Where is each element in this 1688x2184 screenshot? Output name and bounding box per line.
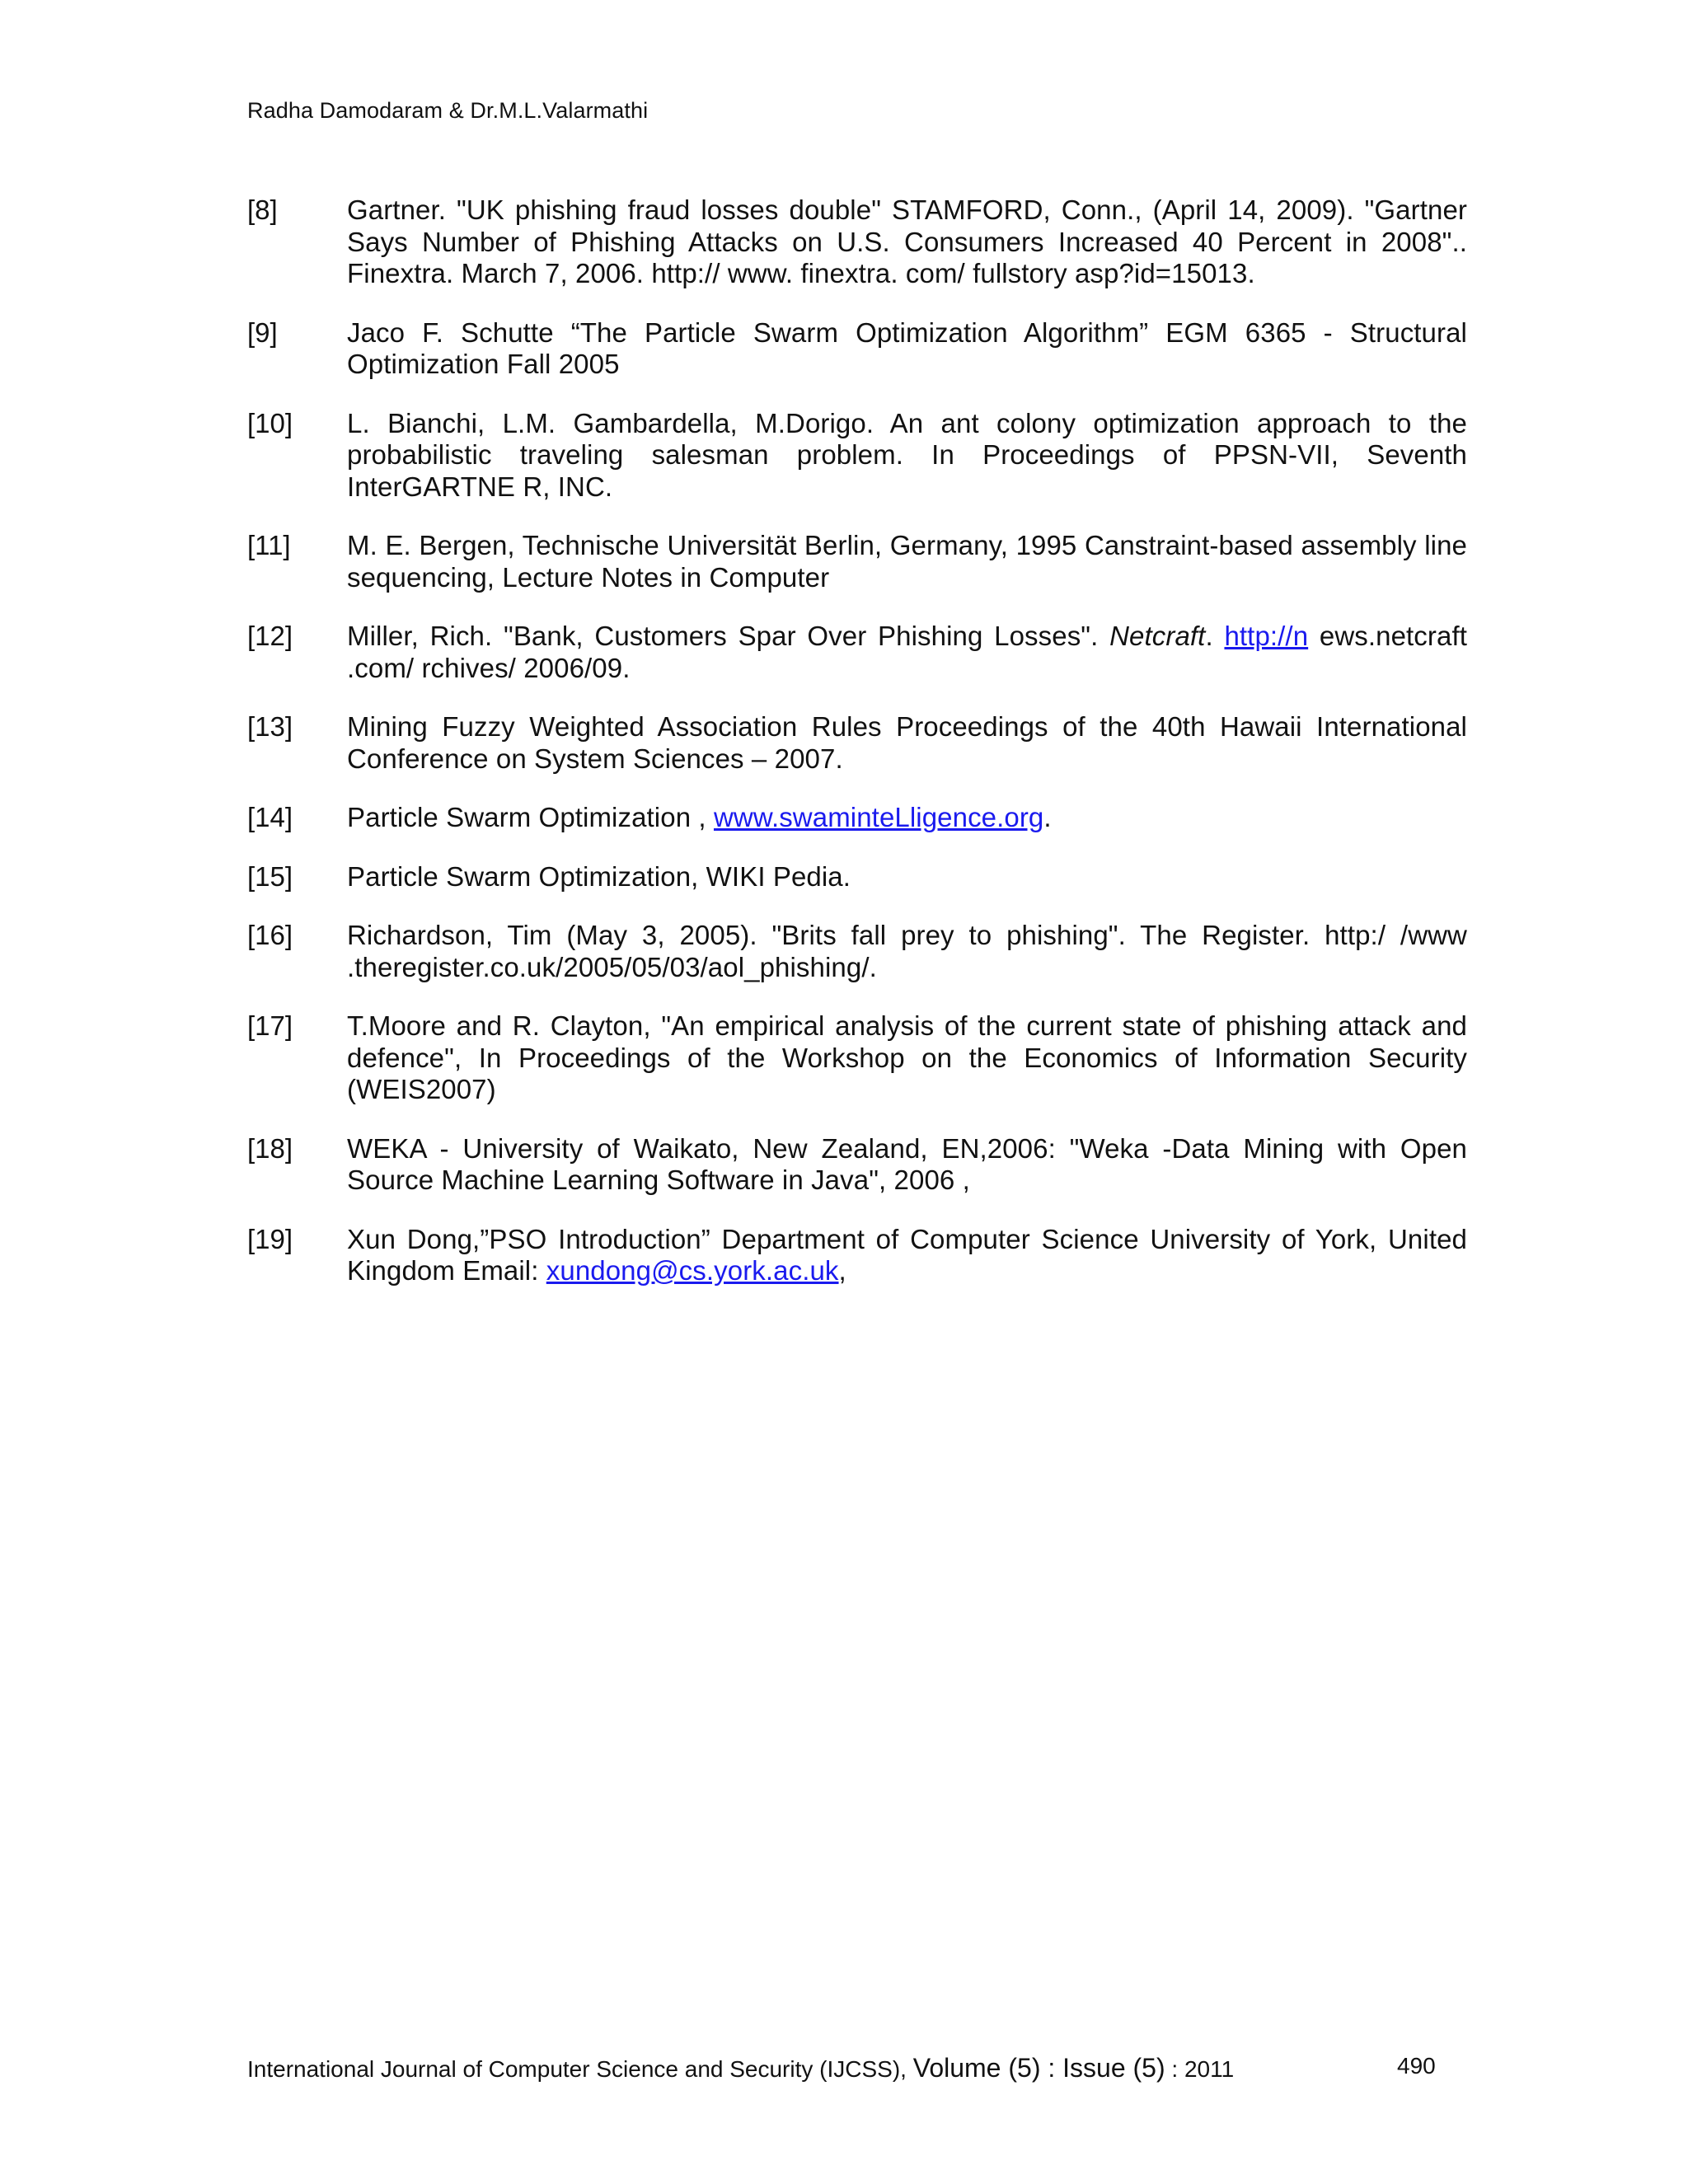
reference-number: [13]: [247, 711, 293, 742]
reference-text-segment: Jaco F. Schutte “The Particle Swarm Optimization Algorithm” EGM 6365 - Structural Optimization Fall 2005: [347, 316, 1467, 379]
reference-text: [347, 317, 1467, 381]
reference-text: [347, 194, 1467, 290]
reference-item: [247, 920, 1467, 983]
reference-text-segment: .: [1205, 621, 1225, 651]
reference-number: [11]: [247, 530, 291, 560]
reference-text-segment: M. E. Bergen, Technische Universität Berlin, Germany, 1995 Canstraint-based assembly line sequencing, Lecture Notes in Computer: [347, 530, 1467, 593]
reference-text-segment: Particle Swarm Optimization ,: [347, 802, 714, 832]
reference-text-segment: Miller, Rich. "Bank, Customers Spar Over Phishing Losses".: [347, 621, 1110, 651]
reference-item: [247, 530, 1467, 593]
reference-text-segment: WEKA - University of Waikato, New Zealand, EN,2006: "Weka -Data Mining with Open Source Machine Learning Software in Java", 2006 ,: [347, 1132, 1467, 1195]
reference-number: [8]: [247, 194, 278, 225]
reference-number: [9]: [247, 316, 278, 348]
reference-text: [347, 1224, 1467, 1287]
reference-item: [247, 621, 1467, 684]
reference-number: [15]: [247, 860, 293, 892]
reference-item: [247, 1133, 1467, 1197]
reference-item: [247, 1010, 1467, 1106]
reference-item: [247, 1224, 1467, 1287]
page-footer: [247, 2053, 1436, 2083]
reference-text: [347, 621, 1467, 684]
reference-text: [347, 1010, 1467, 1106]
reference-item: [247, 317, 1467, 381]
reference-text-segment: Mining Fuzzy Weighted Association Rules Proceedings of the 40th Hawaii International Conference on System Sciences – 2007.: [347, 711, 1467, 774]
reference-text-segment: ,: [838, 1255, 846, 1286]
reference-number: [17]: [247, 1010, 293, 1041]
reference-item: [247, 408, 1467, 504]
reference-number: [14]: [247, 802, 293, 832]
reference-number: [16]: [247, 920, 293, 950]
reference-text-segment: Xun Dong,”PSO Introduction” Department of Computer Science University of York, United Kingdom Email:: [347, 1223, 1467, 1286]
footer-journal: International Journal of Computer Science and Security (IJCSS),: [247, 2056, 913, 2082]
reference-item: [247, 194, 1467, 290]
reference-text: [347, 711, 1467, 775]
reference-number: [19]: [247, 1223, 293, 1254]
page-number: 490: [1397, 2053, 1436, 2079]
reference-link[interactable]: http://n: [1224, 621, 1309, 651]
reference-text: [347, 408, 1467, 504]
footer-year: : 2011: [1165, 2056, 1235, 2082]
reference-item: [247, 861, 1467, 893]
reference-item: [247, 711, 1467, 775]
reference-link[interactable]: www.swaminteLligence.org: [713, 802, 1044, 832]
reference-text-segment: Particle Swarm Optimization, WIKI Pedia.: [347, 860, 851, 892]
reference-link[interactable]: xundong@cs.york.ac.uk: [546, 1255, 839, 1286]
references-list: [247, 194, 1467, 1315]
reference-text-segment: ews.netcraft .com/ rchives/ 2006/09.: [347, 621, 1467, 683]
reference-text: [347, 861, 1467, 893]
reference-text: [347, 802, 1467, 834]
footer-volume-issue: Volume (5) : Issue (5): [912, 2053, 1165, 2083]
reference-italic-text: Netcraft: [1109, 621, 1206, 651]
reference-text-segment: L. Bianchi, L.M. Gambardella, M.Dorigo. An ant colony optimization approach to the probabilistic traveling salesman problem. In Proceedings of PPSN-VII, Seventh InterGARTNE R, INC.: [347, 407, 1467, 502]
reference-text-segment: Gartner. "UK phishing fraud losses double" STAMFORD, Conn., (April 14, 2009). "Gartner Says Number of Phishing Attacks on U.S. Consumers Increased 40 Percent in 2008".. Finextra. March 7, 2006. http:// www. finextra. com/ fullstory asp?id=15013.: [347, 194, 1467, 288]
reference-text: [347, 530, 1467, 593]
reference-text-segment: Richardson, Tim (May 3, 2005). "Brits fall prey to phishing". The Register. http:/ /www .theregister.co.uk/2005/05/03/aol_phishing/.: [347, 920, 1467, 982]
reference-text-segment: .: [1043, 802, 1052, 832]
reference-text: [347, 1133, 1467, 1197]
running-header: Radha Damodaram & Dr.M.L.Valarmathi: [247, 98, 649, 123]
reference-number: [18]: [247, 1132, 293, 1164]
reference-item: [247, 802, 1467, 834]
reference-text-segment: T.Moore and R. Clayton, "An empirical analysis of the current state of phishing attack and defence", In Proceedings of the Workshop on the Economics of Information Security (WEIS2007): [347, 1010, 1467, 1104]
reference-text: [347, 920, 1467, 983]
reference-number: [12]: [247, 621, 293, 651]
reference-number: [10]: [247, 407, 293, 438]
